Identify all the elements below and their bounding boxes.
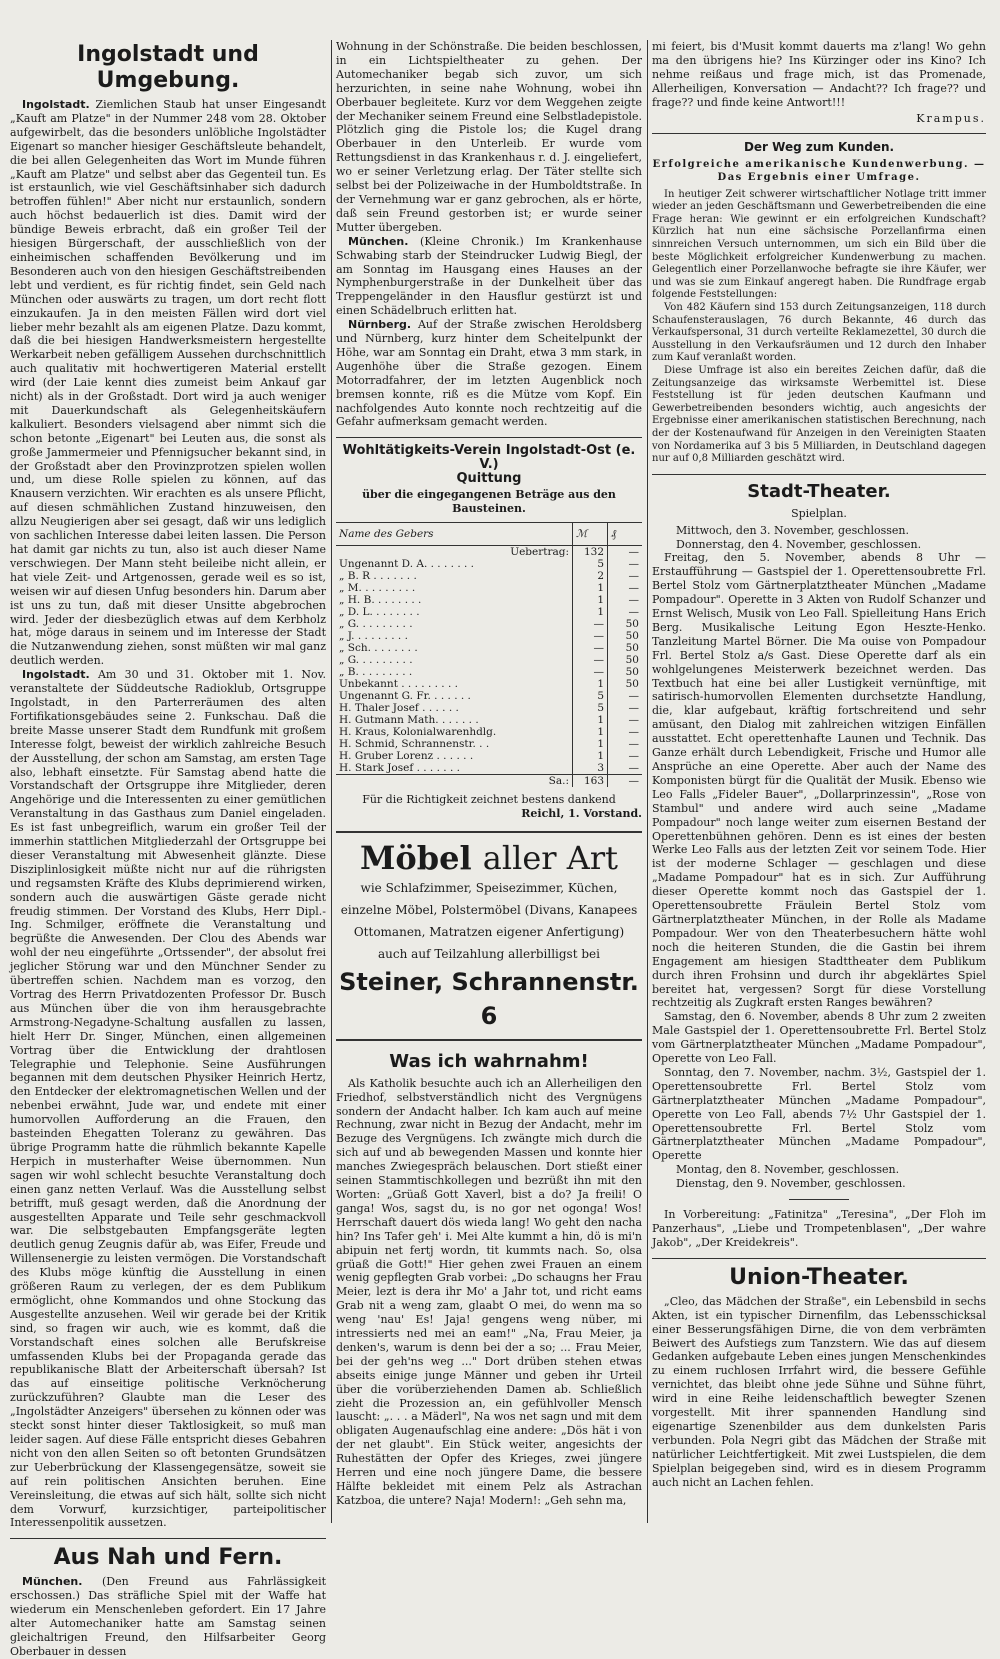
ad-title: [336, 839, 642, 877]
column-rule: [647, 40, 648, 1523]
donation-col-pfennig: ₰: [608, 522, 643, 545]
donation-mark: 1: [573, 606, 608, 618]
donation-mark: —: [573, 618, 608, 630]
donation-mark: 5: [573, 558, 608, 570]
donation-pfennig: 50: [608, 666, 643, 678]
donation-pfennig: 50: [608, 654, 643, 666]
donation-pfennig: —: [608, 762, 643, 775]
donation-pfennig: —: [608, 726, 643, 738]
article-continuation: Wohnung in der Schönstraße. Die beiden beschlossen, in ein Lichtspieltheater zu gehen. Der Automechaniker begab sich zuvor, um sich herzurichten, in seine nahe Wohnung, wobei ihn Oberbauer begleitete. Kurz vor dem Weggehen zeigte der Mechaniker seinem Freund eine Selbstladepistole. Plötzlich ging die Pistole los; die Kugel drang Oberbauer in den Unterleib. Er wurde vom Rettungsdienst in das Krankenhaus r. d. J. eingeliefert, wo er seiner Verletzung erlag. Der Täter stellte sich selbst bei der Polizeiwache in der Humboldtstraße. In der Vernehmung war er ganz gebrochen, als er hörte, daß sein Freund gestorben ist; er wurde seiner Mutter übergeben.: [336, 40, 642, 234]
donation-mark: 3: [573, 762, 608, 775]
donation-row: [336, 738, 642, 750]
donation-name: Unbekannt . . . . . . . . .: [339, 677, 458, 690]
donation-pfennig: 50: [608, 678, 643, 690]
donation-pfennig: —: [608, 714, 643, 726]
donation-row: [336, 714, 642, 726]
donation-quittung: Quittung: [456, 471, 522, 487]
donation-row: [336, 750, 642, 762]
donation-name: „ D. L. . . . . . . .: [339, 605, 420, 618]
article-paragraph: Diese Umfrage ist also ein bereites Zeichen dafür, daß die Zeitungsanzeige das wirksamste Werbemittel ist. Diese Feststellung ist für jeden deutschen Kaufmann und Gewerbetreibenden besonders wichtig, auch angesichts der Ergebnisse einer amerikanischen statistischen Berechnung, nach der der Kostenaufwand für Anzeigen in den Vereinigten Staaten von Nordamerika auf 3 bis 5 Milliarden, in Deutschland dagegen nur auf 0,8 Milliarden geschätzt wird.: [652, 364, 986, 465]
article-dateline: Nürnberg.: [348, 318, 412, 332]
donation-row: [336, 582, 642, 594]
article-paragraph: [10, 668, 326, 1530]
donation-name: „ Sch. . . . . . . .: [339, 641, 418, 654]
divider: [10, 1538, 326, 1539]
donation-subtitle: über die eingegangenen Beträge aus den Bausteinen.: [362, 488, 616, 515]
donation-pfennig: 50: [608, 630, 643, 642]
article-text: Am 30 und 31. Oktober mit 1. Nov. veranstaltete der Süddeutsche Radioklub, Ortsgruppe Ingolstadt, in den Parterreräumen des alten Fortifikationsgebäudes seine 2. Funkschau. Daß die breite Masse unserer Stadt dem Rundfunk mit großem Interesse folgt, beweist der wirklich zahlreiche Besuch der Ausstellung, der schon am Samstag, am ersten Tage also, lebhaft einsetzte. Für Samstag abend hatte die Vorstandschaft der Ortsgruppe ihre Mitglieder, deren Angehörige und die Interessenten zu einer gemütlichen Veranstaltung in das Gasthaus zum Daniel eingeladen. Es ist fast unbegreiflich, warum ein großer Teil der immerhin stattlichen Mitgliederzahl der Ortsgruppe bei dieser Veranstaltung mit Abwesenheit glänzte. Diese Disziplinlosigkeit müßte nicht nur auf die rührigsten und regsamsten Kräfte des Klubs deprimierend wirken, sondern auch die auswärtigen Gäste gerade nicht freudig stimmen. Der Vorstand des Klubs, Herr Dipl.-Ing. Schmilger, eröffnete die Veranstaltung und begrüßte die Anwesenden. Der Clou des Abends war wohl der neu eingeführte „Ortssender", der absolut frei jeglicher Störung war und den Münchner Sender zu übertreffen schien. Nachdem man es vorzog, den Vortrag des Herrn Privatdozenten Professor Dr. Busch aus München über die von ihm herausgebrachte Armstrong-Negadyne-Schaltung ausfallen zu lassen, hielt Herr Dr. Singer, München, einen allgemeinen Vortrag über die Entwicklung der drahtlosen Telegraphie und Telephonie. Seine Ausführungen begannen mit dem deutschen Physiker Heinrich Hertz, den Entdecker der elektromagnetischen Wellen und der nebenbei erwähnt, Jude war, und endete mit einer humorvollen Aufforderung an die Frauen, den basteinden Ehegatten Toleranz zu gewähren. Das übrige Programm hatte die rühmlich bekannte Kapelle Herpich in musterhafter Weise übernommen. Nun sagen wir wohl schlecht besuchte Veranstaltung doch einen ganz netten Verlauf. Was die Ausstellung selbst betrifft, muß gesagt werden, daß die Anordnung der ausgestellten Apparate und Teile sehr geschmackvoll war. Die selbstgebauten Empfangsgeräte legten deutlich genug Zeugnis dafür ab, was Eifer, Freude und Willensenergie zu leisten vermögen. Die Vorstandschaft des Klubs möge künftig die Ausstellung in einen größeren Raum zu verlegen, der es dem Publikum ermöglicht, ohne Kommandos und ohne Stockung das Ausgestellte anzusehen. Weil wir gerade bei der Kritik sind, so fragen wir auch, wie es kommt, daß die Vorstandschaft eines solchen alle Berufskreise umfassenden Klubs bei der Propaganda gerade das republikanische Blatt der Arbeiterschaft übersah? Ist das auf einseitige politische Verknöcherung zurückzuführen? Glaubte man die Leser des „Ingolstädter Anzeigers" übersehen zu können oder was steckt sonst hinter dieser Taktlosigkeit, so muß man leider sagen. Auf diese Fälle entspricht dieses Gebahren nicht von den allen Seiten so oft betonten Grundsätzen zur Ueberbrückung der Klassengegensätze, soweit sie auf rein politischen Ansichten beruhen. Eine Vereinsleitung, die etwas auf sich hält, sollte sich nicht dem Vorwurf, kurzsichtiger, parteipolitischer Interessenpolitik aussetzen.: [10, 668, 326, 1530]
divider: [652, 1258, 986, 1259]
article-paragraph: In heutiger Zeit schwerer wirtschaftlicher Notlage tritt immer wieder an jeden Geschäftsmann und Gewerbetreibenden die eine Frage heran: Wie gewinnt er ein erfolgreichen Kundschaft? Kürzlich hat nun eine sächsische Porzellanfirma einen sinnreichen Versuch unternommen, um sich ein Bild über die beste Möglichkeit erfolgreicher Kundenwerbung zu machen. Gelegentlich einer Porzellanwoche befragte sie ihre Käufer, wer und was sie zum Einkauf angeregt haben. Die Rundfrage ergab folgende Feststellungen:: [652, 188, 986, 301]
column-rule: [331, 40, 332, 1523]
divider: [652, 133, 986, 134]
donation-name: „ G. . . . . . . . .: [339, 653, 413, 666]
donation-signer: Reichl, 1. Vorstand.: [521, 806, 642, 820]
donation-row: [336, 654, 642, 666]
donation-name: H. Gruber Lorenz . . . . . .: [339, 749, 474, 762]
donation-name: „ J. . . . . . . . .: [339, 629, 408, 642]
theater-entry: Dienstag, den 9. November, geschlossen.: [676, 1177, 906, 1191]
donation-pfennig: 50: [608, 618, 643, 630]
donation-mark: 1: [573, 726, 608, 738]
ad-line: Ottomanen, Matratzen eigener Anfertigung): [353, 924, 625, 939]
donation-row: [336, 594, 642, 606]
donation-total-mark: 163: [573, 774, 608, 787]
donation-row: [336, 545, 642, 558]
section-heading-union-theater: Union-Theater.: [729, 1264, 909, 1290]
donation-row: [336, 690, 642, 702]
donation-col-name: Name des Gebers: [336, 522, 573, 545]
theater-entry: Donnerstag, den 4. November, geschlossen.: [676, 537, 922, 551]
donation-name: Ungenannt G. Fr. . . . . . .: [339, 689, 471, 702]
donation-pfennig: —: [608, 750, 643, 762]
theater-entry: Freitag, den 5. November, abends 8 Uhr — Erstaufführung — Gastspiel der 1. Operettensoubrette Frl. Bertel Stolz vom Gärtnerplatztheater München „Madame Pompadour". Operette in 3 Akten von Rudolf Schanzer und Ernst Welisch, Musik von Leo Fall. Spielleitung Hans Erich Berg. Musikalische Leitung Egon Heszte-Henko. Tanzleitung Martel Börner. Die Ma ouise von Pompadour Frl. Bertel Stolz a/s Gast. Diese Operette darf als ein wohlgelungenes Meisterwerk bezeichnet werden. Das Textbuch hat eine bei aller Lustigkeit vernünftige, mit satirisch-humorvollen Elementen durchsetzte Handlung, die, klar aufgebaut, kräftig fortschreitend und sehr amüsant, den Dialog mit zahlreichen witzigen Einfällen ausstattet. Echt operettenhafte Launen und Technik. Das Ganze erhält durch Lebendigkeit, Frische und Humor alle Ansprüche an eine Operette. Aber auch der Name des Komponisten bürgt für die Qualität der Musik. Ebenso wie Leo Falls „Fideler Bauer", „Dollarprinzessin", „Rose von Stambul" und andere wird auch seine „Madame Pompadour" noch lange weiter zum eisernen Bestand der Operettenbühnen gehören. Denn es ist eines der besten Werke Leo Falls aus der letzten Zeit vor seinem Tode. Hier ist der moderne Schlager — geschlagen und diese „Madame Pompadour" hat es in sich. Zur Aufführung dieser Operette kommt noch das Gastspiel der 1. Operettensoubrette Fräulein Bertel Stolz vom Gärtnerplatztheater München, in der Rolle als Madame Pompadour. Wer von den Theaterbesuchern hätte wohl noch die heiteren Stunden, die die Gastin bei ihrem Engagement am hiesigen Stadttheater dem Publikum durch ihren Frohsinn und durch ihr abgeklärtes Spiel bereitet hat, vergessen? Sorgt für diese Vorstellung rechtzeitig als Zugkraft ersten Ranges bewähren?: [652, 551, 986, 1010]
section-heading-weg-zum-kunden: Der Weg zum Kunden.: [743, 140, 895, 155]
donation-table: [336, 522, 642, 787]
donation-mark: 2: [573, 570, 608, 582]
article-dateline: Ingolstadt.: [22, 98, 90, 111]
donation-row: [336, 702, 642, 714]
donation-pfennig: —: [608, 738, 643, 750]
donation-mark: —: [573, 642, 608, 654]
divider: [652, 474, 986, 475]
ad-line: wie Schlafzimmer, Speisezimmer, Küchen, einzelne Möbel, Polstermöbel (Divans, Kanapees: [340, 880, 638, 917]
donation-rows: [336, 545, 642, 774]
donation-mark: —: [573, 630, 608, 642]
donation-row: [336, 762, 642, 775]
donation-pfennig: —: [608, 570, 643, 582]
donation-name: Uebertrag:: [510, 545, 569, 558]
donation-name: „ B. . . . . . . . .: [339, 665, 413, 678]
donation-name: H. Thaler Josef . . . . . .: [339, 701, 459, 714]
donation-row: [336, 642, 642, 654]
donation-row: [336, 570, 642, 582]
donation-pfennig: —: [608, 702, 643, 714]
article-paragraph: [336, 235, 642, 318]
donation-total-pfennig: —: [608, 774, 643, 787]
donation-name: H. Gutmann Math. . . . . . .: [339, 713, 479, 726]
theater-preparation: In Vorbereitung: „Fatinitza" „Teresina", „Der Floh im Panzerhaus", „Liebe und Trompetenblasen", „Der wahre Jakob", „Der Kreidekreis".: [652, 1208, 986, 1249]
donation-name: H. Stark Josef . . . . . . .: [339, 761, 460, 774]
column-left: [10, 40, 327, 1658]
donation-total-label: Sa.:: [336, 774, 573, 787]
donation-name: H. Kraus, Kolonialwarenhdlg.: [339, 725, 497, 738]
donation-pfennig: 50: [608, 642, 643, 654]
donation-row: [336, 606, 642, 618]
section-heading-was-ich-wahrnahm: Was ich wahrnahm!: [389, 1050, 589, 1072]
donation-mark: 5: [573, 690, 608, 702]
theater-entry: Sonntag, den 7. November, nachm. 3½, Gastspiel der 1. Operettensoubrette Frl. Bertel Stolz vom Gärtnerplatztheater München „Madame Pompadour", Operette von Leo Fall, abends 7½ Uhr Gastspiel der 1. Operettensoubrette Frl. Bertel Stolz vom Gärtnerplatztheater München „Madame Pompadour", Operette: [652, 1065, 986, 1163]
donation-name: H. Schmid, Schrannenstr. . .: [339, 737, 490, 750]
donation-pfennig: —: [608, 606, 643, 618]
donation-name: „ M. . . . . . . . .: [339, 581, 416, 594]
section-heading-aus-nah-und-fern: Aus Nah und Fern.: [53, 1545, 283, 1571]
article-text: (Den Freund aus Fahrlässigkeit erschossen.) Das sträfliche Spiel mit der Waffe hat wiederum ein Menschenleben gefordert. Ein 17 Jahre alter Automechaniker hatte am Samstag seinen gleichaltrigen Freund, den Hilfsarbeiter Georg Oberbauer in dessen: [10, 1575, 327, 1658]
donation-mark: 1: [573, 714, 608, 726]
donation-name: Ungenannt D. A. . . . . . . .: [339, 557, 475, 570]
donation-pfennig: —: [608, 545, 643, 558]
donation-mark: 132: [573, 545, 608, 558]
donation-pfennig: —: [608, 582, 643, 594]
column-middle: [336, 40, 642, 1521]
donation-pfennig: —: [608, 594, 643, 606]
donation-mark: 5: [573, 702, 608, 714]
donation-title: Wohltätigkeits-Verein Ingolstadt-Ost (e. V.): [342, 443, 636, 473]
article-signature: Krampus.: [916, 111, 986, 125]
article-paragraph: „Cleo, das Mädchen der Straße", ein Lebensbild in sechs Akten, ist ein typischer Dirnenfilm, das Lebensschicksal einer Besserungsfähigen Dirne, die von dem verbrämten Beiwert des Aufstiegs zum Tanzstern. Wie das auf diesem Gedanken aufgebaute Leben eines jungen Menschenkindes zu einem ruchlosen Irrfahrt wird, die bessere Gefühle vernichtet, das bleibt ohne jede Sühne und Sühne führt, wird in eine Reihe leidenschaftlich bewegter Szenen vorgestellt. Mit ihrer spannenden Handlung sind eigenartige Szenenbilder aus dem dunkelsten Paris verbunden. Pola Negri gibt das Mädchen der Straße mit natürlicher Leichtfertigkeit. Mit zwei Lustspielen, die dem Spielplan beigegeben sind, wird es in diesem Programm auch nicht an Lachen fehlen.: [652, 1294, 986, 1489]
article-dateline: Ingolstadt.: [22, 668, 90, 682]
donation-name: „ B. R . . . . . . .: [339, 569, 417, 582]
article-dateline: München.: [348, 234, 409, 248]
ad-title-rest: aller Art: [482, 838, 618, 877]
article-text: Ziemlichen Staub hat unser Eingesandt „Kauft am Platze" in der Nummer 248 vom 28. Oktober aufgewirbelt, das die besonders unlöbliche Ingolstädter Eigenart so mancher hiesiger Geschäftsleute behandelt, die bei allen Gelegenheiten das Wort im Munde führen „Kauft am Platze" und selbst aber das Gegenteil tun. Es ist erstaunlich, wie viel Geschäftsinhaber sich dadurch betroffen fühlen!" Aber nicht nur erstaunlich, sondern auch höchst bedauerlich ist dies. Damit wird der bündige Beweis erbracht, daß ein großer Teil der hiesigen Bürgerschaft, der ausschließlich von der einheimischen schaffenden Bevölkerung und im Besonderen auch von den hiesigen Geschäftstreibenden lebt und verdient, es für richtig findet, sein Geld nach München oder auswärts zu tragen, um dort recht flott einzukaufen. Ja in den meisten Fällen wird dort viel lieber mehr bezahlt als am eigenen Platze. Dazu kommt, daß die bei hiesigen Handwerksmeistern hergestellte Werkarbeit neben gefälligem Aussehen durchschnittlich auch qualitativ mit hochwertigeren Material erstellt wird (der Laie kennt dies zumeist beim Ankauf gar nicht) als in der Großstadt. Dort wird ja auch weniger mit Dauerkundschaft als Gelegenheitskäufern kalkuliert. Besonders vielsagend aber nimmt sich die schon betonte „Eigenart" bei Leuten aus, die sonst als große Jammermeier und Pfennigsucher bekannt sind, in der Großstadt aber den Provinzprotzen spielen wollen und, um diese Rolle spielen zu können, auf das Knausern verzichten. Wir erachten es als unsere Pflicht, auf diesen schmählichen Zustand hinzuweisen, den allzu Neugierigen aber sei gesagt, daß wir uns lediglich von sachlichen Interesse dabei leiten lassen. Die Person hat damit gar nichts zu tun, also ist auch dieser Name verschwiegen. Der Mann steht beileibe nicht allein, er hat viele Zeit- und Artgenossen, gerade weil es so ist, weisen wir auf diesen Unfug besonders hin. Darum aber ist uns zu tun, daß mit dieser Unsitte abgebrochen wird. Jeder der diesbezüglich etwas auf dem Kerbholz hat, möge daraus in seinem und im Interesse der Stadt die Nutzanwendung ziehen, sonst müßten wir mal ganz deutlich werden.: [10, 98, 326, 668]
donation-row: [336, 678, 642, 690]
section-heading-ingolstadt: Ingolstadt und Umgebung.: [77, 42, 259, 93]
donation-row: [336, 558, 642, 570]
theater-entry: Samstag, den 6. November, abends 8 Uhr zum 2 zweiten Male Gastspiel der 1. Operettensoubrette Frl. Bertel Stolz vom Gärtnerplatztheater München „Madame Pompadour", Operette von Leo Fall.: [652, 1010, 986, 1066]
article-dateline: München.: [22, 1575, 83, 1589]
donation-mark: —: [573, 666, 608, 678]
theater-spielplan: Spielplan.: [791, 506, 847, 520]
divider: [789, 1199, 849, 1200]
furniture-advertisement: [336, 831, 642, 1041]
article-continuation: mi feiert, bis d'Musit kommt dauerts ma z'lang! Wo gehn ma den übrigens hie? Ins Kürzinger oder ins Kino? Ich nehme reißaus und frage mich, ist das Promenade, Allerheiligen, Konversation — Andacht?? Ich frage?? und frage?? und finde keine Antwort!!!: [652, 40, 986, 109]
article-text: (Kleine Chronik.) Im Krankenhause Schwabing starb der Steindrucker Ludwig Biegl, der am Sonntag im Hausgang eines Hauses an der Nymphenburgerstraße in der Dunkelheit über das Treppengeländer in den Hausflur gestürzt ist und einen Schädelbruch erlitten hat.: [336, 234, 642, 318]
donation-row: [336, 666, 642, 678]
donation-mark: 1: [573, 594, 608, 606]
article-text: Auf der Straße zwischen Heroldsberg und Nürnberg, kurz hinter dem Scheitelpunkt der Höhe, war am Sonntag ein Draht, etwa 3 mm stark, in Augenhöhe über die Straße gezogen. Einem Motorradfahrer, der im letzten Augenblick noch bremsen konnte, riß es die Mütze vom Kopf. Ein nachfolgendes Auto konnte noch rechtzeitig auf die Gefahr aufmerksam gemacht werden.: [336, 318, 643, 429]
article-paragraph: Als Katholik besuchte auch ich an Allerheiligen den Friedhof, selbstverständlich nicht des Vergnügens sondern der Andacht halber. Ich kam auch auf meine Rechnung, zwar nicht in Bezug der Andacht, mehr im Bezuge des Vergnügens. Ich zwängte mich durch die sich auf und ab bewegenden Massen und konnte hier manches Zwiegespräch belauschen. Dort stießt einer seinen Stammtischkollegen und bezrüßt ihn mit den Worten: „Grüaß Gott Xaverl, bist a do? Ja freili! O ganga! Wos, sagst du, is no gor net ogonga! Wos! Herrschaft dauert dös wieda lang! Wo geht den nacha hin? Ins Tafer geh' i. Mei Alte kummt a hin, dö is mi'n abipuin net fertj wordn, tit kummts nach. So, olsa grüaß die Gott!" Hier gehen zwei Frauen an einem wenig gepflegten Grab vorbei: „Do schaugns her Frau Meier, lezt is dera ihr Mo' a Jahr tot, und richt eams Grab nit a weng zam, glaabt O mei, do wenn ma so weng 'nau' Es! Jaja! gengens weng nüber, mi intressierts ned mei an eam!" „Na, Frau Meier, ja denken's, warum is denn bei der a so; ... Frau Meier, bei der geh'ns weg ..." Dort drüben stehen etwas abseits einige junge Männer und geben ihr Urteil über die vorüberziehenden Damen ab. Schließlich zieht die Prozession an, ein gefühlvoller Mensch lauscht: „. . . a Mäderl", Na wos net sagn und mit dem obligaten Augenaufschlag eine andere: „Dös hät i von der net glaubt". Ein Stück weiter, angesichts der Ruhestätten der Opfer des Krieges, zwei jüngere Herren und eine noch jüngere Dame, die bessere Hälfte bekleidet mit einem Pelz als Astrachan Katzboa, die untere? Naja! Modern!: „Geh sehn ma,: [336, 1076, 642, 1507]
article-paragraph: [10, 1575, 326, 1658]
article-subheading: Erfolgreiche amerikanische Kundenwerbung. — Das Ergebnis einer Umfrage.: [652, 159, 986, 184]
donation-pfennig: —: [608, 690, 643, 702]
column-right: [652, 40, 986, 1521]
ad-title-bold: Möbel: [359, 838, 472, 877]
donation-mark: 1: [573, 738, 608, 750]
article-paragraph: [336, 318, 642, 429]
article-paragraph: Von 482 Käufern sind 153 durch Zeitungsanzeigen, 118 durch Schaufensterauslagen, 76 durch Bekannte, 46 durch das Verkaufspersonal, 31 durch verteilte Reklamezettel, 30 durch die Ausstellung in den Verkaufsräumen und 12 durch den Inhaber zum Kauf veranlaßt worden.: [652, 301, 986, 364]
donation-mark: 1: [573, 678, 608, 690]
donation-total-row: [336, 774, 642, 787]
donation-mark: 1: [573, 750, 608, 762]
donation-col-mark: ℳ: [573, 522, 608, 545]
theater-entry: Mittwoch, den 3. November, geschlossen.: [676, 523, 909, 537]
section-heading-stadt-theater: Stadt-Theater.: [747, 480, 891, 502]
theater-entry: Montag, den 8. November, geschlossen.: [676, 1163, 900, 1177]
donation-row: [336, 630, 642, 642]
ad-line: auch auf Teilzahlung allerbilligst bei: [378, 946, 600, 961]
donation-header-row: [336, 522, 642, 545]
donation-name: „ G. . . . . . . . .: [339, 617, 413, 630]
divider: [336, 437, 642, 438]
donation-row: [336, 618, 642, 630]
donation-mark: 1: [573, 582, 608, 594]
donation-mark: —: [573, 654, 608, 666]
donation-footer: Für die Richtigkeit zeichnet bestens dankend: [362, 792, 616, 806]
ad-firm-name: Steiner, Schrannenstr. 6: [339, 967, 639, 1030]
donation-pfennig: —: [608, 558, 643, 570]
article-paragraph: [10, 98, 326, 668]
donation-row: [336, 726, 642, 738]
donation-name: „ H. B. . . . . . . .: [339, 593, 422, 606]
donation-receipt: [336, 444, 642, 820]
